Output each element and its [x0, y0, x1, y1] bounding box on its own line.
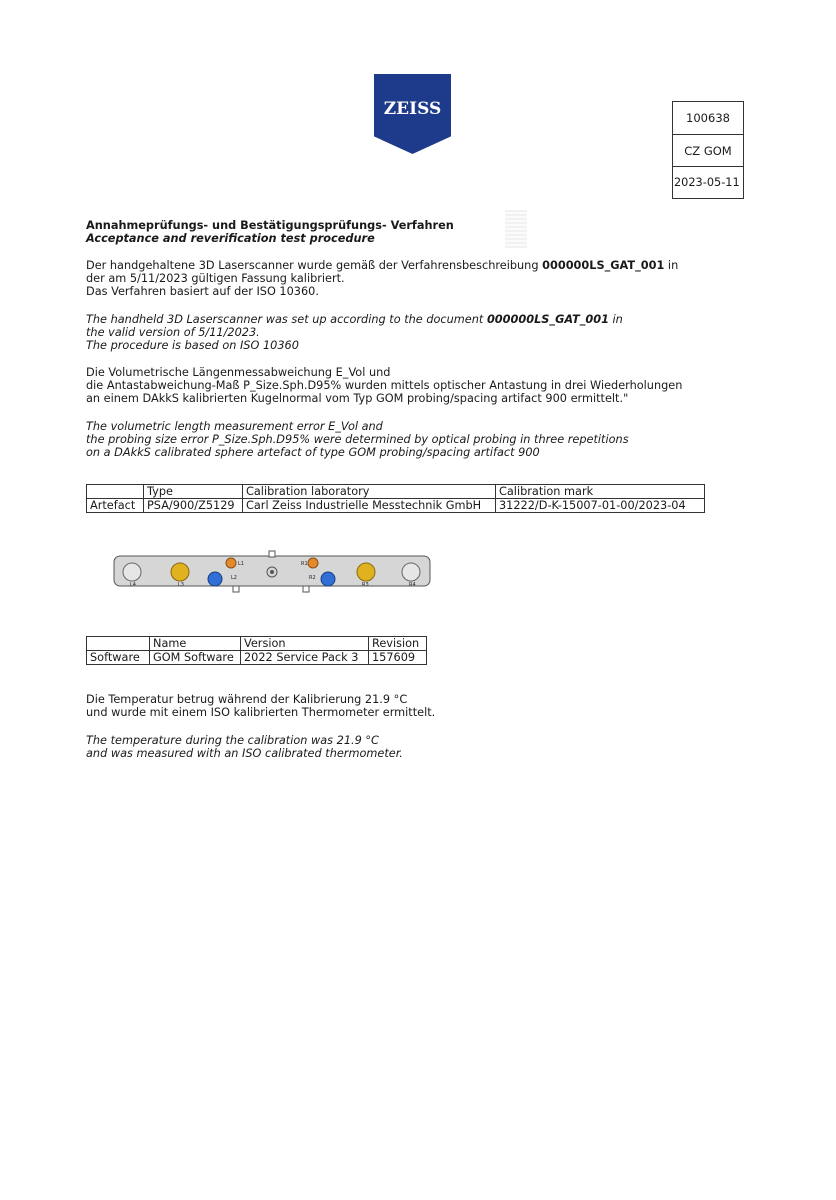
logo-text: ZEISS [383, 99, 442, 119]
table-cell: 2022 Service Pack 3 [241, 651, 369, 665]
artefact-table [86, 484, 705, 513]
sphere-label: R1 [301, 561, 308, 567]
document-reference: 000000LS_GAT_001 [542, 259, 665, 272]
paragraph-de-2 [86, 366, 682, 405]
table-cell: Carl Zeiss Industrielle Messtechnik GmbH [243, 499, 496, 513]
sphere-yellow [171, 563, 189, 581]
paragraph-line: Die Temperatur betrug während der Kalibrierung 21.9 °C [86, 693, 408, 706]
sphere-yellow [357, 563, 375, 581]
table-cell: 157609 [369, 651, 427, 665]
sphere-blue [321, 572, 335, 586]
sphere-label: L1 [238, 561, 244, 567]
heading-en: Acceptance and reverification test procedure [86, 232, 375, 245]
table-row [87, 499, 705, 513]
sphere-label: R2 [309, 575, 316, 581]
table-header-cell: Version [241, 637, 369, 651]
paragraph-line: der am 5/11/2023 gültigen Fassung kalibriert. [86, 272, 345, 285]
paragraph-en-1 [86, 313, 623, 352]
paragraph-de-1 [86, 259, 678, 298]
software-table [86, 636, 427, 665]
table-header-row [87, 637, 427, 651]
paragraph-line: on a DAkkS calibrated sphere artefact of type GOM probing/spacing artifact 900 [86, 446, 540, 459]
paragraph-line: Das Verfahren basiert auf der ISO 10360. [86, 285, 319, 298]
center-dot [270, 570, 274, 574]
paragraph-line: and was measured with an ISO calibrated thermometer. [86, 747, 403, 760]
table-header-cell: Calibration mark [496, 485, 705, 499]
sphere-white [123, 563, 141, 581]
table-header-row [87, 485, 705, 499]
paragraph-line: the valid version of 5/11/2023. [86, 326, 260, 339]
paragraph-line: the probing size error P_Size.Sph.D95% were determined by optical probing in three repetitions [86, 433, 629, 446]
paragraph-line: Der handgehaltene 3D Laserscanner wurde gemäß der Verfahrensbeschreibung 000000LS_GAT_001 in [86, 259, 679, 272]
heading-de: Annahmeprüfungs- und Bestätigungsprüfungs- Verfahren [86, 219, 454, 232]
sphere-label: R4 [409, 582, 416, 588]
document-reference: 000000LS_GAT_001 [486, 313, 609, 326]
scan-artifact [505, 210, 527, 248]
sphere-label: R3 [362, 582, 369, 588]
page-heading [86, 219, 454, 245]
paragraph-line: an einem DAkkS kalibrierten Kugelnormal vom Typ GOM probing/spacing artifact 900 ermittelt." [86, 392, 629, 405]
paragraph-line: die Antastabweichung-Maß P_Size.Sph.D95% wurden mittels optischer Antastung in drei Wiederholungen [86, 379, 683, 392]
table-header-cell: Revision [369, 637, 427, 651]
table-header-cell: Name [150, 637, 241, 651]
table-header-cell [87, 637, 150, 651]
table-cell: Software [87, 651, 150, 665]
paragraph-en-2 [86, 420, 629, 459]
document-number: 100638 [686, 111, 730, 125]
temperature-en [86, 734, 403, 760]
mount-tab [269, 551, 275, 557]
mount-tab [233, 586, 239, 592]
document-org: CZ GOM [673, 134, 743, 166]
table-header-cell [87, 485, 144, 499]
paragraph-line: Die Volumetrische Längenmessabweichung E_Vol und [86, 366, 391, 379]
sphere-label: L2 [231, 575, 237, 581]
paragraph-line: The volumetric length measurement error E_Vol and [86, 420, 383, 433]
table-header-cell: Calibration laboratory [243, 485, 496, 499]
sphere-blue [208, 572, 222, 586]
mount-tab [303, 586, 309, 592]
zeiss-logo [374, 74, 451, 154]
paragraph-line: The handheld 3D Laserscanner was set up according to the document 000000LS_GAT_001 in [86, 313, 623, 326]
sphere-label: L3 [178, 582, 184, 588]
paragraph-line: und wurde mit einem ISO kalibrierten Thermometer ermittelt. [86, 706, 436, 719]
sphere-white [402, 563, 420, 581]
table-header-cell: Type [144, 485, 243, 499]
document-date: 2023-05-11 [673, 166, 743, 198]
temperature-de [86, 693, 435, 719]
sphere-orange [308, 558, 318, 568]
table-cell: GOM Software [150, 651, 241, 665]
probing-artifact-image [112, 548, 432, 596]
table-cell: 31222/D-K-15007-01-00/2023-04 [496, 499, 705, 513]
paragraph-line: The procedure is based on ISO 10360 [86, 339, 299, 352]
document-id-box [672, 101, 744, 199]
table-cell: Artefact [87, 499, 144, 513]
table-row [87, 651, 427, 665]
sphere-orange [226, 558, 236, 568]
paragraph-line: The temperature during the calibration was 21.9 °C [86, 734, 379, 747]
sphere-label: L4 [130, 582, 136, 588]
table-cell: PSA/900/Z5129 [144, 499, 243, 513]
